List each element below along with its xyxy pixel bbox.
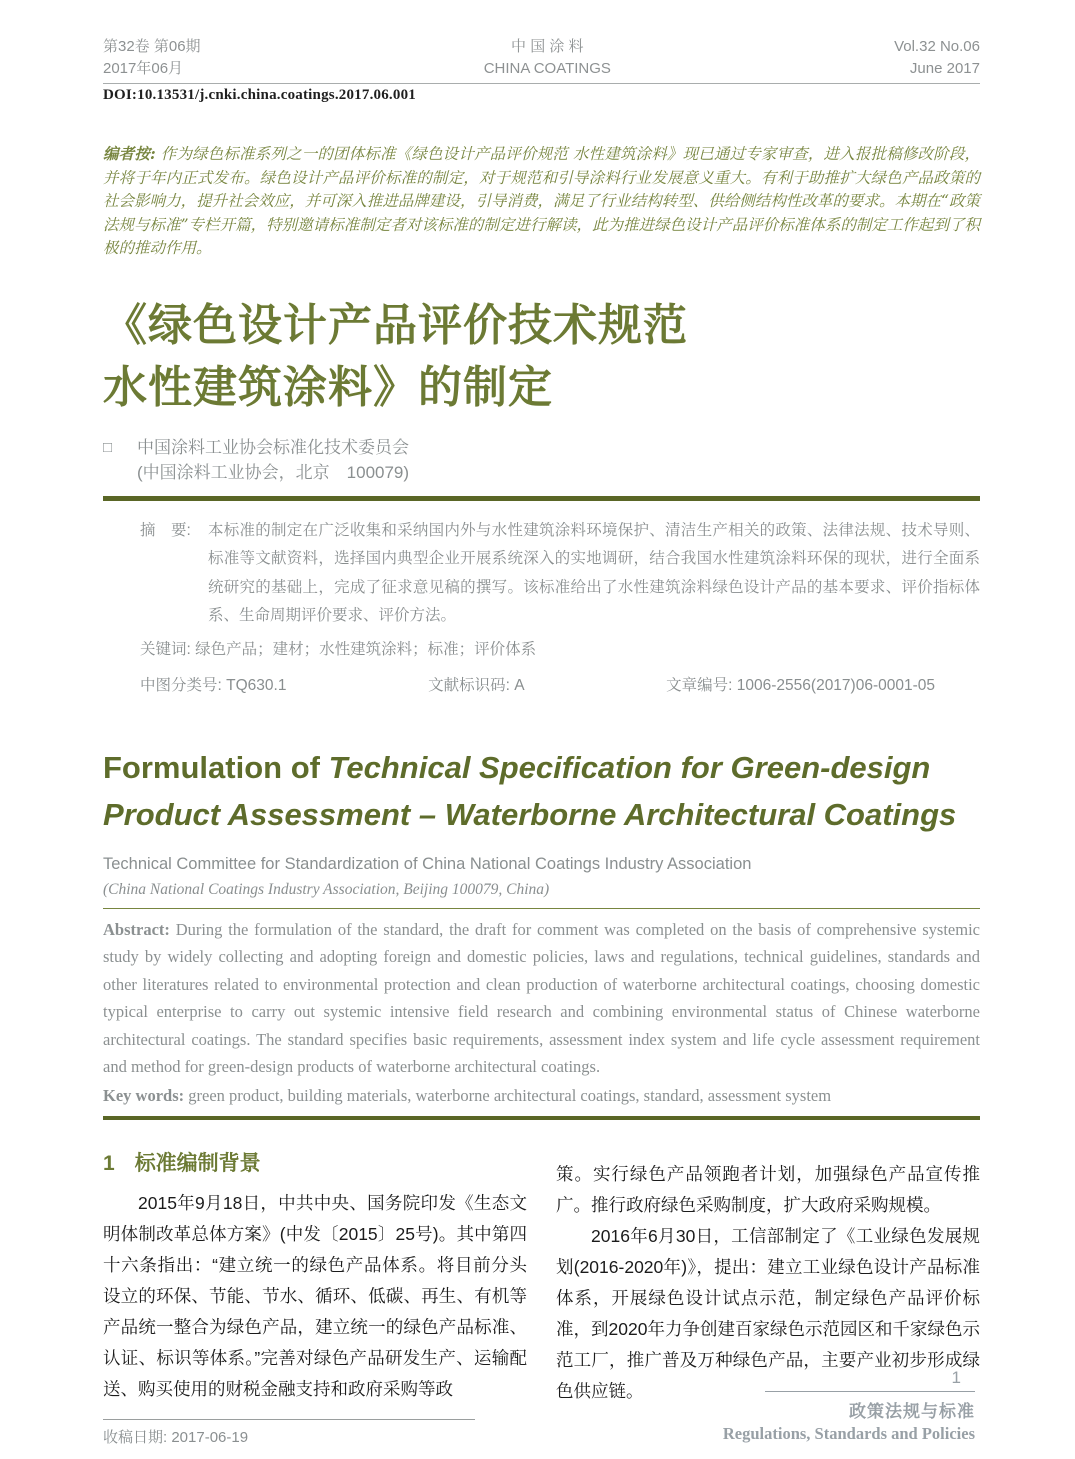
volume-issue-cn: 第32卷 第06期 [103, 38, 201, 55]
body-paragraph-left: 2015年9月18日，中共中央、国务院印发《生态文明体制改革总体方案》(中发〔2015〕25号)。其中第四十六条指出：“建立统一的绿色产品体系。将目前分头设立的环保、节能、节水、循环、低碳、再生、有机等产品统一整合为绿色产品，建立统一的绿色产品标准、认证、标识等体系。”完善对绿色产品研发生产、运输配送、购买使用的财税金融支持和政府采购等政 [103, 1193, 527, 1399]
received-date-footnote [103, 1419, 475, 1447]
date-cn: 2017年06月 [103, 60, 184, 77]
editor-note [103, 142, 980, 261]
author-affiliation-en: (China National Coatings Industry Association, Beijing 100079, China) [103, 880, 550, 898]
abstract-en-label: Abstract: [103, 919, 176, 939]
header-left [103, 36, 201, 80]
clc-number [140, 672, 286, 700]
received-date-value: 2017-06-19 [171, 1429, 249, 1446]
article-title-cn [103, 295, 980, 419]
section-1-title: 标准编制背景 [134, 1152, 261, 1175]
footer-column-name-en: Regulations, Standards and Policies [722, 1424, 975, 1443]
abstract-cn [140, 517, 980, 631]
abstract-en [103, 916, 980, 1081]
title-en-prefix: Formulation of [103, 749, 329, 785]
journal-header [103, 36, 980, 80]
authors-cn [103, 435, 980, 485]
author-row [103, 435, 980, 460]
keywords-cn-text: 绿色产品；建材；水性建筑涂料；标准；评价体系 [195, 640, 537, 658]
classification-row [140, 672, 935, 700]
body-paragraph-right-1: 策。实行绿色产品领跑者计划，加强绿色产品宣传推广。推行政府绿色采购制度，扩大政府采购规模。 [556, 1164, 980, 1215]
article-id-value: 1006-2556(2017)06-0001-05 [736, 676, 935, 694]
page-footer [655, 1366, 975, 1444]
header-center [484, 36, 611, 80]
section-1-number: 1 [103, 1152, 115, 1175]
journal-name-cn: 中 国 涂 料 [511, 38, 584, 55]
author-name-cn: 中国涂料工业协会标准化技术委员会 [137, 437, 409, 457]
journal-name-en: CHINA COATINGS [483, 60, 611, 77]
volume-issue-en: Vol.32 No.06 [894, 38, 980, 55]
article-title-cn-line1: 《绿色设计产品评价技术规范 [103, 300, 688, 350]
authors-en: Technical Committee for Standardization of China National Coatings Industry Association [103, 854, 752, 873]
section-1-heading [103, 1150, 527, 1178]
title-divider-rule [103, 496, 980, 501]
body-divider-rule [103, 1116, 980, 1120]
received-date-label: 收稿日期: [103, 1429, 172, 1446]
front-matter-cn [103, 517, 980, 700]
keywords-en-text: green product, building materials, waterborne architectural coatings, standard, assessment system [188, 1085, 832, 1105]
english-section-divider [103, 908, 980, 909]
keywords-cn [140, 636, 980, 664]
doi-line: DOI:10.13531/j.cnki.china.coatings.2017.06.001 [103, 87, 416, 103]
clc-label: 中图分类号: [140, 676, 227, 694]
footer-divider [765, 1391, 975, 1392]
doc-code-value: A [514, 676, 525, 694]
editor-note-text: 作为绿色标准系列之一的团体标准《绿色设计产品评价规范 水性建筑涂料》现已通过专家审查，进入报批稿修改阶段，并将于年内正式发布。绿色设计产品评价标准的制定，对于规范和引导涂料行业发展意义重大。有利于助推扩大绿色产品政策的社会影响力，提升社会效应，并可深入推进品牌建设，引导消费，满足了行业结构转型、供给侧结构性改革的要求。本期在“政策法规与标准”专栏开篇，特别邀请标准制定者对该标准的制定进行解读，此为推进绿色设计产品评价标准体系的制定工作起到了积极的推动作用。 [103, 145, 980, 257]
footer-column-name-cn: 政策法规与标准 [849, 1402, 975, 1421]
title-en-italic: Technical Specification for Green-design Product Assessment – Waterborne Architectural Coatings [103, 749, 957, 832]
date-en: June 2017 [909, 60, 980, 77]
article-title-cn-line2: 水性建筑涂料》的制定 [103, 362, 553, 412]
document-code [428, 672, 524, 700]
body-paragraph-right-2: 2016年6月30日，工信部制定了《工业绿色发展规划(2016-2020年)》，提出：建立工业绿色设计产品标准体系，开展绿色设计试点示范，制定绿色产品评价标准，到2020年力争创建百家绿色示范园区和千家绿色示范工厂，推广普及万种绿色产品，主要产业初步形成绿色供应链。 [556, 1226, 980, 1401]
article-id [666, 672, 935, 700]
article-id-label: 文章编号: [666, 676, 737, 694]
header-divider [103, 83, 980, 84]
abstract-cn-text: 本标准的制定在广泛收集和采纳国内外与水性建筑涂料环境保护、清洁生产相关的政策、法律法规、技术导则、标准等文献资料，选择国内典型企业开展系统深入的实地调研，结合我国水性建筑涂料环保的现状，进行全面系统研究的基础上，完成了征求意见稿的撰写。该标准给出了水性建筑涂料绿色设计产品的基本要求、评价指标体系、生命周期评价要求、评价方法。 [208, 521, 980, 624]
author-square-icon: □ [103, 438, 113, 456]
abstract-en-text: During the formulation of the standard, the draft for comment was completed on the basis of comprehensive systemic study by widely collecting and adopting foreign and domestic policies, laws and regulations, technical guidelines, standards and other literatures related to environmental protection and clean production of waterborne architectural coatings, choosing domestic typical enterprise to carry out systemic intensive field research and combining environmental status of Chinese waterborne architectural coatings. The standard specifies basic requirements, assessment index system and life cycle assessment requirement and method for green-design products of waterborne architectural coatings. [103, 919, 981, 1076]
editor-note-label: 编者按: [103, 144, 156, 163]
page-number: 1 [951, 1368, 961, 1387]
abstract-cn-label: 摘 要: [140, 521, 191, 539]
article-title-en [103, 744, 980, 838]
keywords-en-label: Key words: [103, 1085, 189, 1105]
keywords-en [103, 1082, 980, 1110]
clc-value: TQ630.1 [226, 676, 287, 694]
doc-code-label: 文献标识码: [428, 676, 515, 694]
header-right [894, 36, 980, 80]
author-affiliation-cn: (中国涂料工业协会，北京 100079) [137, 462, 410, 482]
body-column-left [103, 1150, 527, 1407]
keywords-cn-label: 关键词: [140, 640, 191, 658]
